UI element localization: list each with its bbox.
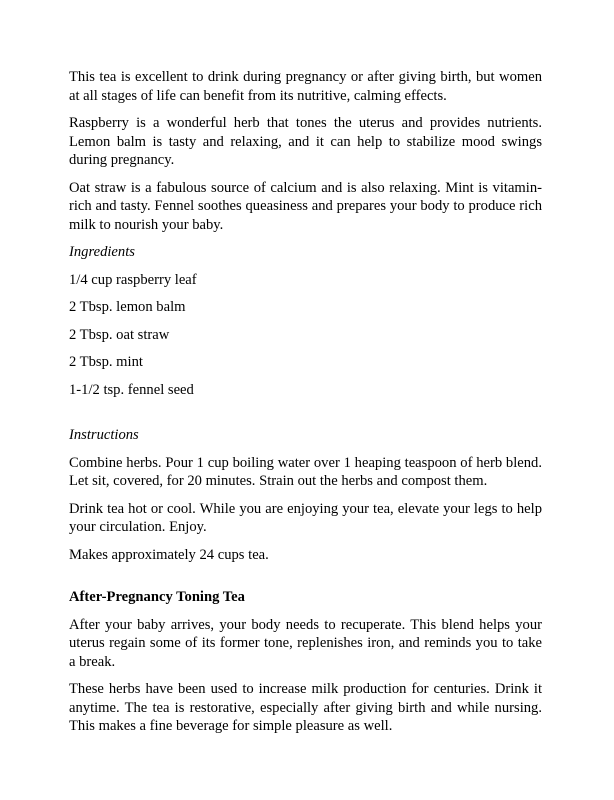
toning-tea-paragraph-1: After your baby arrives, your body needs to recuperate. This blend helps your uterus regain some of its former tone, replenishes iron, and reminds you to take a break. — [69, 616, 542, 670]
ingredients-heading: Ingredients — [69, 244, 135, 260]
ingredient-item-5: 1-1/2 tsp. fennel seed — [69, 381, 194, 398]
instructions-paragraph-3: Makes approximately 24 cups tea. — [69, 546, 269, 563]
intro-paragraph-2: Raspberry is a wonderful herb that tones the uterus and provides nutrients. Lemon balm is tasty and relaxing, and it can help to stabilize mood swings during pregnancy. — [69, 115, 542, 168]
intro-paragraph-1: This tea is excellent to drink during pregnancy or after giving birth, but women at all stages of life can benefit from its nutritive, calming effects. — [69, 69, 542, 104]
instructions-paragraph-2: Drink tea hot or cool. While you are enjoying your tea, elevate your legs to help your circulation. Enjoy. — [69, 500, 542, 535]
intro-paragraph-3: Oat straw is a fabulous source of calcium and is also relaxing. Mint is vitamin-rich and tasty. Fennel soothes queasiness and prepares your body to produce rich milk to nourish your baby. — [69, 179, 542, 233]
ingredient-item-2: 2 Tbsp. lemon balm — [69, 299, 186, 315]
toning-tea-paragraph-2: These herbs have been used to increase milk production for centuries. Drink it anytime. The tea is restorative, especially after giving birth and while nursing. This makes a fine beverage for simple pleasure as well. — [69, 681, 542, 734]
ingredient-item-1: 1/4 cup raspberry leaf — [69, 271, 197, 288]
ingredient-item-3: 2 Tbsp. oat straw — [69, 326, 170, 343]
ingredient-item-4: 2 Tbsp. mint — [69, 354, 143, 370]
document-page — [69, 68, 542, 736]
instructions-paragraph-1: Combine herbs. Pour 1 cup boiling water over 1 heaping teaspoon of herb blend. Let sit, covered, for 20 minutes. Strain out the herbs and compost them. — [69, 454, 542, 489]
toning-tea-heading: After-Pregnancy Toning Tea — [69, 589, 245, 605]
instructions-heading: Instructions — [69, 427, 139, 443]
